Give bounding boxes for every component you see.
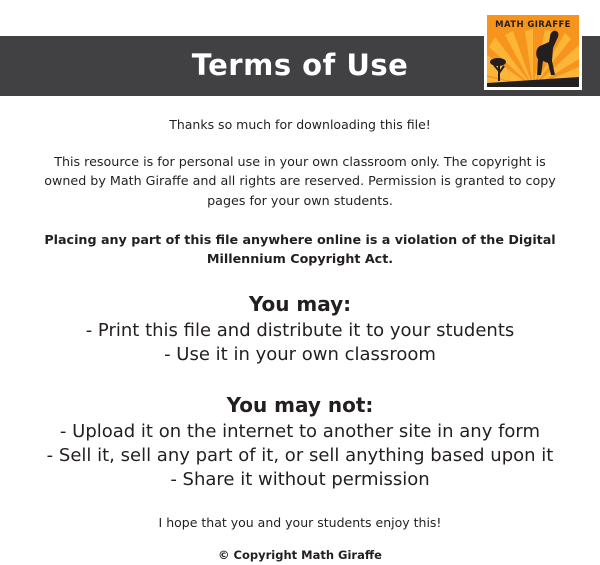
closing-text: I hope that you and your students enjoy this! xyxy=(158,514,442,530)
logo-artwork xyxy=(487,15,579,87)
list-item: - Upload it on the internet to another site in any form xyxy=(59,420,541,442)
you-may-not-list xyxy=(0,420,600,492)
copyright-notice: © Copyright Math Giraffe xyxy=(218,548,382,563)
list-item: - Share it without permission xyxy=(170,468,430,490)
thanks-text: Thanks so much for downloading this file! xyxy=(169,117,431,132)
logo-wordmark: MATH GIRAFFE xyxy=(495,20,571,30)
terms-content xyxy=(0,104,600,565)
page-title: Terms of Use xyxy=(191,47,409,82)
list-item: - Print this file and distribute it to your students xyxy=(85,319,515,341)
resource-text: This resource is for personal use in your own classroom only. The copyright is owned by Math Giraffe and all rights are reserved. Permission is granted to copy pages for your own students. xyxy=(44,153,556,209)
you-may-list xyxy=(0,319,600,367)
math-giraffe-logo xyxy=(484,12,582,90)
you-may-not-heading: You may not: xyxy=(226,392,374,417)
list-item: - Sell it, sell any part of it, or sell anything based upon it xyxy=(46,444,554,466)
warning-text: Placing any part of this file anywhere online is a violation of the Digital Millennium Copyright Act. xyxy=(44,231,556,266)
you-may-heading: You may: xyxy=(248,291,352,316)
list-item: - Use it in your own classroom xyxy=(164,343,436,365)
